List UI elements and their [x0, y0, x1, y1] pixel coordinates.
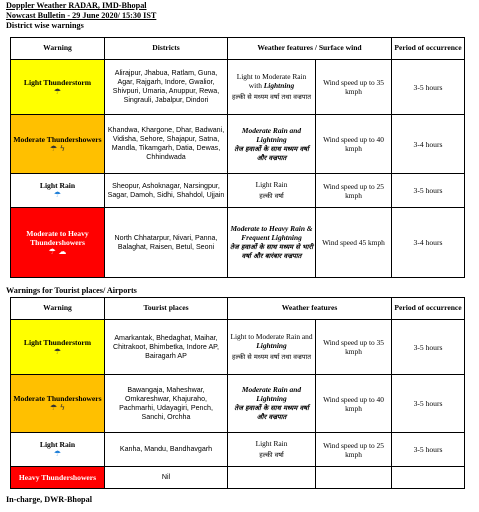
warning-cell: [11, 433, 105, 467]
feature-hi: हल्की वर्षा: [259, 192, 284, 200]
table-header-row: [11, 298, 465, 320]
feature-cell: [228, 320, 316, 375]
table-row: [11, 174, 465, 208]
period-cell: 3-5 hours: [392, 375, 465, 433]
table-header-row: [11, 38, 465, 60]
districts-cell: Khandwa, Khargone, Dhar, Badwani, Vidisha, Sehore, Shajapur, Satna, Mandla, Tikamgarh, Datia, Dewas, Chhindwada: [105, 115, 228, 174]
district-warnings-table: [10, 37, 465, 278]
period-cell: 3-5 hours: [392, 60, 465, 115]
period-cell: 3-5 hours: [392, 433, 465, 467]
warning-cell: [11, 320, 105, 375]
wind-cell: Wind speed up to 40 kmph: [316, 115, 392, 174]
table-row: [11, 115, 465, 174]
feature-cell: [228, 433, 316, 467]
districts-cell: Alirajpur, Jhabua, Ratlam, Guna, Agar, Rajgarh, Indore, Gwalior, Shivpuri, Umaria, Anuppur, Rewa, Singrauli, Jabalpur, Dindori: [105, 60, 228, 115]
warning-cell: [11, 60, 105, 115]
period-cell: 3-5 hours: [392, 174, 465, 208]
wind-cell: Wind speed up to 25 kmph: [316, 433, 392, 467]
places-cell: Kanha, Mandu, Bandhavgarh: [105, 433, 228, 467]
umbrella-cloud-icon: ☂ ☁: [48, 246, 67, 256]
feature-hi: हल्की से मध्यम वर्षा तथा वज्रपात: [231, 93, 312, 101]
table-row: [11, 208, 465, 278]
feature-hi: हल्की वर्षा: [259, 451, 284, 459]
umbrella-icon: ☂: [53, 86, 62, 96]
col-tourist-places: Tourist places: [105, 298, 228, 320]
district-warnings-heading: District wise warnings: [6, 21, 84, 30]
warning-cell: [11, 208, 105, 278]
warning-label: Moderate Thundershowers: [13, 394, 102, 403]
feature-hi: तेज हवाओं के साथ मध्यम वर्षा और वज्रपात: [234, 404, 309, 421]
wind-cell: Wind speed up to 35 kmph: [316, 320, 392, 375]
warning-label: Light Thunderstorm: [23, 337, 92, 347]
wind-cell: Wind speed 45 kmph: [316, 208, 392, 278]
wind-cell: Wind speed up to 25 kmph: [316, 174, 392, 208]
warning-cell: [11, 375, 105, 433]
wind-cell-empty: [316, 467, 392, 489]
feature-cell: [228, 60, 316, 115]
places-cell: Bawangaja, Maheshwar, Omkareshwar, Khajuraho, Pachmarhi, Udayagiri, Pench, Sanchi, Orchha: [105, 375, 228, 433]
col-weather-features: Weather features: [228, 298, 392, 320]
feature-cell: [228, 208, 316, 278]
feature-en: Moderate to Heavy Rain & Frequent Lightning: [230, 224, 313, 242]
bulletin-date: Nowcast Bulletin - 29 June 2020/ 15:30 IST: [6, 11, 157, 20]
warning-cell: [11, 174, 105, 208]
col-districts: Districts: [105, 38, 228, 60]
feature-en: Light Rain: [255, 439, 288, 448]
period-cell: 3-4 hours: [392, 115, 465, 174]
feature-cell: [228, 174, 316, 208]
umbrella-lightning-icon: ☂ ϟ: [50, 143, 65, 153]
tourist-warnings-heading: Warnings for Tourist places/ Airports: [6, 286, 137, 295]
umbrella-lightning-icon: ☂ ϟ: [50, 403, 65, 412]
warning-cell: [11, 115, 105, 174]
warning-cell: Heavy Thundershowers: [11, 467, 105, 489]
feature-hi: हल्की से मध्यम वर्षा तथा वज्रपात: [231, 353, 312, 361]
umbrella-icon: ☂: [53, 190, 62, 199]
col-period: Period of occurrence: [392, 38, 465, 60]
feature-cell-empty: [228, 467, 316, 489]
districts-cell: Sheopur, Ashoknagar, Narsingpur, Sagar, Damoh, Sidhi, Shahdol, Ujjain: [105, 174, 228, 208]
feature-hi: तेज हवाओं के साथ मध्यम से भारी वर्षा और बारंबार वज्रपात: [230, 243, 313, 260]
warning-label: Light Rain: [39, 440, 76, 449]
warning-label: Moderate Thundershowers: [13, 134, 102, 144]
warning-label: Light Thunderstorm: [23, 77, 92, 87]
footer-incharge: In-charge, DWR-Bhopal: [6, 495, 92, 504]
districts-cell: North Chhatarpur, Nivari, Panna, Balaghat, Raisen, Betul, Seoni: [105, 208, 228, 278]
col-period: Period of occurrence: [392, 298, 465, 320]
table-row: [11, 320, 465, 375]
umbrella-icon: ☂: [53, 449, 62, 458]
feature-cell: [228, 115, 316, 174]
table-row: [11, 60, 465, 115]
tourist-warnings-table: [10, 297, 465, 489]
wind-cell: Wind speed up to 40 kmph: [316, 375, 392, 433]
warning-label: Moderate to Heavy Thundershowers: [26, 228, 89, 247]
period-cell: 3-5 hours: [392, 320, 465, 375]
feature-en: Light to Moderate Rain and: [230, 332, 313, 341]
feature-en-em: Lightning: [263, 81, 295, 90]
table-row: [11, 433, 465, 467]
feature-en: Moderate Rain and Lightning: [241, 125, 302, 144]
table-row: [11, 375, 465, 433]
table-row: [11, 467, 465, 489]
places-cell: Amarkantak, Bhedaghat, Maihar, Chitrakoot, Bhimbetka, Indore AP, Bairagarh AP: [105, 320, 228, 375]
bulletin-title: Doppler Weather RADAR, IMD-Bhopal: [6, 1, 147, 10]
feature-en: Moderate Rain and Lightning: [241, 385, 302, 403]
feature-en: Light Rain: [255, 180, 288, 189]
feature-en: Light to Moderate Rain with: [236, 72, 307, 90]
feature-en-em: Lightning: [256, 341, 287, 350]
umbrella-icon: ☂: [53, 346, 62, 356]
period-cell: 3-4 hours: [392, 208, 465, 278]
feature-hi: तेज हवाओं के साथ मध्यम वर्षा और वज्रपात: [234, 144, 309, 162]
warning-label: Light Rain: [39, 181, 76, 190]
places-cell: Nil: [105, 467, 228, 489]
col-weather-features: Weather features / Surface wind: [228, 38, 392, 60]
feature-cell: [228, 375, 316, 433]
wind-cell: Wind speed up to 35 kmph: [316, 60, 392, 115]
col-warning: Warning: [11, 298, 105, 320]
col-warning: Warning: [11, 38, 105, 60]
period-cell-empty: [392, 467, 465, 489]
